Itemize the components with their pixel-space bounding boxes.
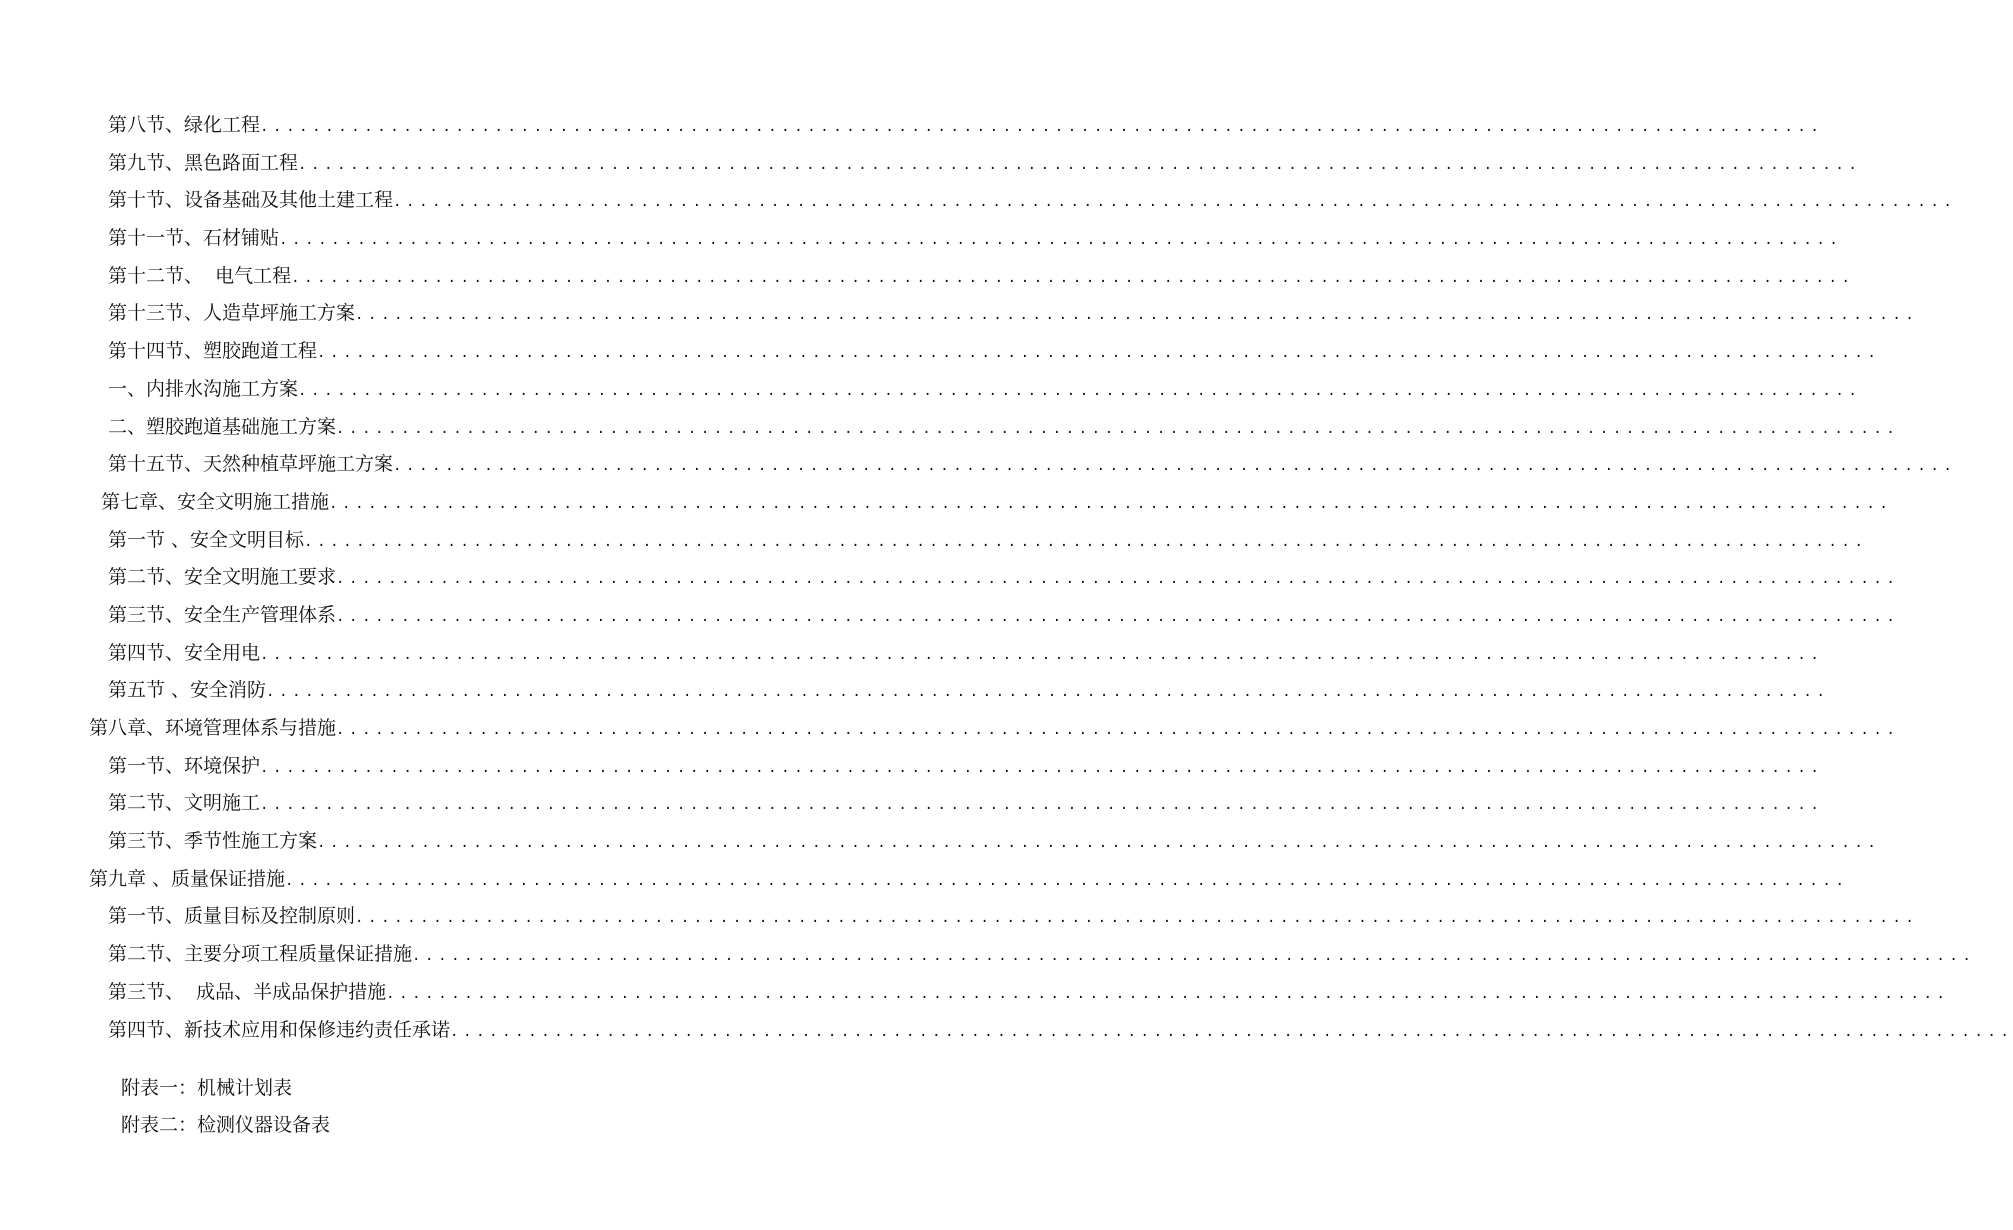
toc-entry-title: 第十三节、人造草坪施工方案 <box>108 302 356 325</box>
appendix-list <box>121 1070 330 1144</box>
toc-line[interactable] <box>0 861 1849 899</box>
toc-entry-title: 第十二节、 电气工程 <box>108 264 292 287</box>
toc-dot-leader: ........................................................................................................................ <box>298 156 1862 173</box>
toc-entry <box>108 145 1862 185</box>
toc-dot-leader: ........................................................................................................................ <box>260 646 1824 663</box>
toc-line[interactable] <box>0 371 1862 409</box>
toc-entry-title: 第二节、安全文明施工要求 <box>108 566 337 589</box>
toc-entry-title: 第七章、安全文明施工措施 <box>101 490 330 513</box>
toc-entry <box>108 1012 2013 1052</box>
toc-dot-leader: ........................................................................................................................ <box>450 1023 2013 1040</box>
toc-entry-title: 第十五节、天然种植草坪施工方案 <box>108 453 394 476</box>
toc-dot-leader: ........................................................................................................................ <box>412 948 1976 965</box>
toc-line[interactable] <box>0 597 1900 635</box>
toc-dot-leader: ........................................................................................................................ <box>317 835 1881 852</box>
toc-entry <box>108 597 1900 637</box>
toc-line[interactable] <box>0 672 1830 710</box>
toc-dot-leader: ........................................................................................................................ <box>291 269 1855 286</box>
toc-dot-leader: ........................................................................................................................ <box>336 722 1900 738</box>
toc-line[interactable] <box>0 974 1950 1012</box>
toc-line[interactable] <box>0 1012 2013 1050</box>
toc-line[interactable] <box>0 823 1881 861</box>
toc-entry-title: 第一节、质量目标及控制原则 <box>108 905 356 928</box>
toc-entry <box>108 107 1824 147</box>
toc-dot-leader: ........................................................................................................................ <box>329 495 1893 512</box>
toc-entry <box>108 295 1919 335</box>
toc-entry <box>108 258 1855 298</box>
toc-entry-title: 第十节、设备基础及其他土建工程 <box>108 189 394 212</box>
toc-entry <box>108 446 1957 486</box>
toc-line[interactable] <box>0 522 1868 560</box>
toc-entry-title: 第九章 、质量保证措施 <box>89 867 286 890</box>
toc-entry-title: 第二节、主要分项工程质量保证措施 <box>108 943 413 966</box>
toc-entry-title: 第十一节、石材铺贴 <box>108 227 280 250</box>
toc-entry-title: 第一节、环境保护 <box>108 754 261 777</box>
table-of-contents <box>0 107 2013 1049</box>
toc-entry <box>108 974 1950 1014</box>
toc-entry-title: 第四节、安全用电 <box>108 641 261 664</box>
toc-entry <box>108 635 1824 675</box>
toc-entry <box>108 333 1881 373</box>
toc-entry-title: 第二节、文明施工 <box>108 792 261 815</box>
toc-entry <box>108 785 1824 825</box>
toc-line[interactable] <box>0 446 1957 484</box>
toc-line[interactable] <box>0 409 1900 447</box>
toc-line[interactable] <box>0 220 1843 258</box>
toc-entry-title: 第三节、安全生产管理体系 <box>108 603 337 626</box>
toc-line[interactable] <box>0 484 1893 522</box>
toc-entry <box>108 371 1862 411</box>
toc-entry-title: 第八章、环境管理体系与措施 <box>89 717 337 739</box>
toc-entry <box>89 861 1849 901</box>
toc-dot-leader: ........................................................................................................................ <box>336 608 1900 625</box>
toc-entry-title: 第八节、绿化工程 <box>108 114 261 136</box>
toc-line[interactable] <box>0 936 1976 974</box>
toc-entry <box>89 710 1900 750</box>
toc-dot-leader: ........................................................................................................................ <box>386 985 1950 1002</box>
toc-line[interactable] <box>0 635 1824 673</box>
toc-entry-title: 第五节 、安全消防 <box>108 679 267 702</box>
toc-entry-title: 第三节、 成品、半成品保护措施 <box>108 980 387 1003</box>
toc-dot-leader: ........................................................................................................................ <box>304 533 1868 550</box>
toc-line[interactable] <box>0 145 1862 183</box>
toc-entry <box>108 898 1919 938</box>
toc-entry <box>108 220 1843 260</box>
toc-line[interactable] <box>0 748 1824 786</box>
toc-entry-title: 第四节、新技术应用和保修违约责任承诺 <box>108 1018 451 1041</box>
toc-line[interactable] <box>0 559 1900 597</box>
toc-dot-leader: ........................................................................................................................ <box>317 345 1881 362</box>
toc-line[interactable] <box>0 182 1957 220</box>
toc-dot-leader: ........................................................................................................................ <box>260 797 1824 814</box>
toc-line[interactable] <box>0 107 1824 145</box>
toc-line[interactable] <box>0 295 1919 333</box>
toc-entry <box>108 936 1976 976</box>
toc-dot-leader: ........................................................................................................................ <box>266 684 1830 701</box>
toc-entry <box>108 748 1824 788</box>
toc-dot-leader: ........................................................................................................................ <box>336 571 1900 588</box>
toc-line[interactable] <box>0 785 1824 823</box>
toc-entry <box>108 522 1868 562</box>
toc-dot-leader: ........................................................................................................................ <box>355 307 1919 324</box>
toc-entry-title: 第三节、季节性施工方案 <box>108 830 318 853</box>
toc-dot-leader: ........................................................................................................................ <box>336 420 1900 437</box>
toc-dot-leader: ........................................................................................................................ <box>298 382 1862 399</box>
toc-dot-leader: ........................................................................................................................ <box>279 232 1843 249</box>
toc-entry-title: 第十四节、塑胶跑道工程 <box>108 340 318 363</box>
toc-dot-leader: ........................................................................................................................ <box>260 119 1824 135</box>
toc-line[interactable] <box>0 898 1919 936</box>
toc-entry-title: 第九节、黑色路面工程 <box>108 151 299 174</box>
toc-dot-leader: ........................................................................................................................ <box>393 458 1957 475</box>
toc-dot-leader: ........................................................................................................................ <box>260 759 1824 776</box>
toc-dot-leader: ........................................................................................................................ <box>285 872 1849 889</box>
toc-entry <box>108 672 1830 712</box>
toc-line[interactable] <box>0 333 1881 371</box>
appendix-item-1: 附表一：机械计划表 <box>121 1077 293 1099</box>
toc-dot-leader: ........................................................................................................................ <box>393 194 1957 211</box>
toc-entry-title: 一、内排水沟施工方案 <box>108 377 299 400</box>
toc-line[interactable] <box>0 710 1900 748</box>
toc-entry <box>108 823 1881 863</box>
appendix-item-2: 附表二：检测仪器设备表 <box>121 1114 331 1136</box>
toc-line[interactable] <box>0 258 1855 296</box>
toc-entry <box>108 559 1900 599</box>
toc-entry <box>108 182 1957 222</box>
toc-entry-title: 第一节 、安全文明目标 <box>108 528 305 551</box>
toc-dot-leader: ........................................................................................................................ <box>355 910 1919 927</box>
toc-entry <box>108 409 1900 449</box>
toc-entry <box>101 484 1893 524</box>
toc-entry-title: 二、塑胶跑道基础施工方案 <box>108 415 337 438</box>
